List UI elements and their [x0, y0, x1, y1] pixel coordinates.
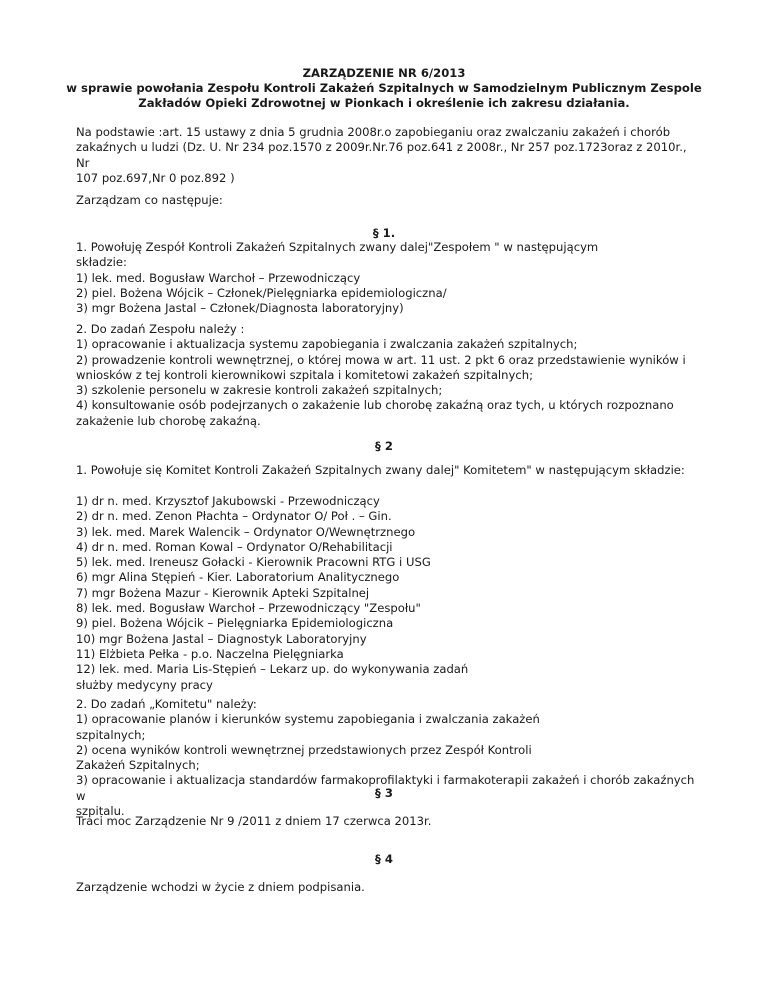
- committee-members-list: 1) dr n. med. Krzysztof Jakubowski - Przewodniczący 2) dr n. med. Zenon Płachta – Ordynator O/ Poł . – Gin. 3) lek. med. Marek Walencik – Ordynator O/Wewnętrznego 4) dr n. med. Roman Kowal – Ordynator O/Rehabilitacji 5) lek. med. Ireneusz Gołacki - Kierownik Pracowni RTG i USG 6) mgr Alina Stępień - Kier. Laboratorium Analitycznego 7) mgr Bożena Mazur - Kierownik Apteki Szpitalnej 8) lek. med. Bogusław Warchoł – Przewodniczący "Zespołu" 9) piel. Bożena Wójcik – Pielęgniarka Epidemiologiczna 10) mgr Bożena Jastal – Diagnostyk Laboratoryjny 11) Elżbieta Pełka - p.o. Naczelna Pielęgniarka 12) lek. med. Maria Lis-Stępień – Lekarz up. do wykonywania zadań służby medycyny pracy: [76, 494, 469, 692]
- document-subject-line-1: w sprawie powołania Zespołu Kontroli Zakażeń Szpitalnych w Samodzielnym Publicznym Zespole: [66, 81, 702, 95]
- section-4-heading: § 4: [375, 852, 393, 866]
- section-2-paragraph-1: 1. Powołuje się Komitet Kontroli Zakażeń Szpitalnych zwany dalej" Komitetem" w następującym składzie:: [76, 463, 685, 477]
- document-subject-line-2: Zakładów Opieki Zdrowotnej w Pionkach i określenie ich zakresu działania.: [138, 96, 630, 110]
- document-title: ZARZĄDZENIE NR 6/2013: [302, 66, 466, 80]
- section-2-paragraph-2: 2. Do zadań „Komitetu" należy: 1) opracowanie planów i kierunków systemu zapobiegania i zwalczania zakażeń szpitalnych; 2) ocena wyników kontroli wewnętrznej przedstawionych przez Zespół Kontroli Zakażeń Szpitalnych; 3) opracowanie i aktualizacja standardów farmakoprofilaktyki i farmakoterapii zakażeń i chorób zakaźnych w szpitalu.: [76, 697, 695, 819]
- intro: Zarządzam co następuje:: [76, 193, 223, 207]
- section-1-paragraph-2: 2. Do zadań Zespołu należy : 1) opracowanie i aktualizacja systemu zapobiegania i zwalczania zakażeń szpitalnych; 2) prowadzenie kontroli wewnętrznej, o której mowa w art. 11 ust. 2 pkt 6 oraz przedstawienie wyników i wniosków z tej kontroli kierownikowi szpitala i komitetowi zakażeń szpitalnych; 3) szkolenie personelu w zakresie kontroli zakażeń szpitalnych; 4) konsultowanie osób podejrzanych o zakażenie lub chorobę zakaźną oraz tych, u których rozpoznano zakażenie lub chorobę zakaźną.: [76, 322, 686, 428]
- section-4-text: Zarządzenie wchodzi w życie z dniem podpisania.: [76, 880, 365, 894]
- section-1-paragraph-1: 1. Powołuję Zespół Kontroli Zakażeń Szpitalnych zwany dalej"Zespołem " w następującym składzie: 1) lek. med. Bogusław Warchoł – Przewodniczący 2) piel. Bożena Wójcik – Członek/Pielęgniarka epidemiologiczna/ 3) mgr Bożena Jastal – Członek/Diagnosta laboratoryjny): [76, 240, 599, 316]
- section-2-heading: § 2: [375, 439, 393, 453]
- section-3-heading: § 3: [375, 786, 393, 800]
- section-3-text: Traci moc Zarządzenie Nr 9 /2011 z dniem 17 czerwca 2013r.: [76, 814, 432, 828]
- legal-basis: Na podstawie :art. 15 ustawy z dnia 5 grudnia 2008r.o zapobieganiu oraz zwalczaniu zakażeń i chorób zakaźnych u ludzi (Dz. U. Nr 234 poz.1570 z 2009r.Nr.76 poz.641 z 2008r., Nr 257 poz.1723oraz z 2010r., Nr 107 poz.697,Nr 0 poz.892 ): [76, 125, 687, 185]
- section-1-heading: § 1.: [372, 226, 396, 240]
